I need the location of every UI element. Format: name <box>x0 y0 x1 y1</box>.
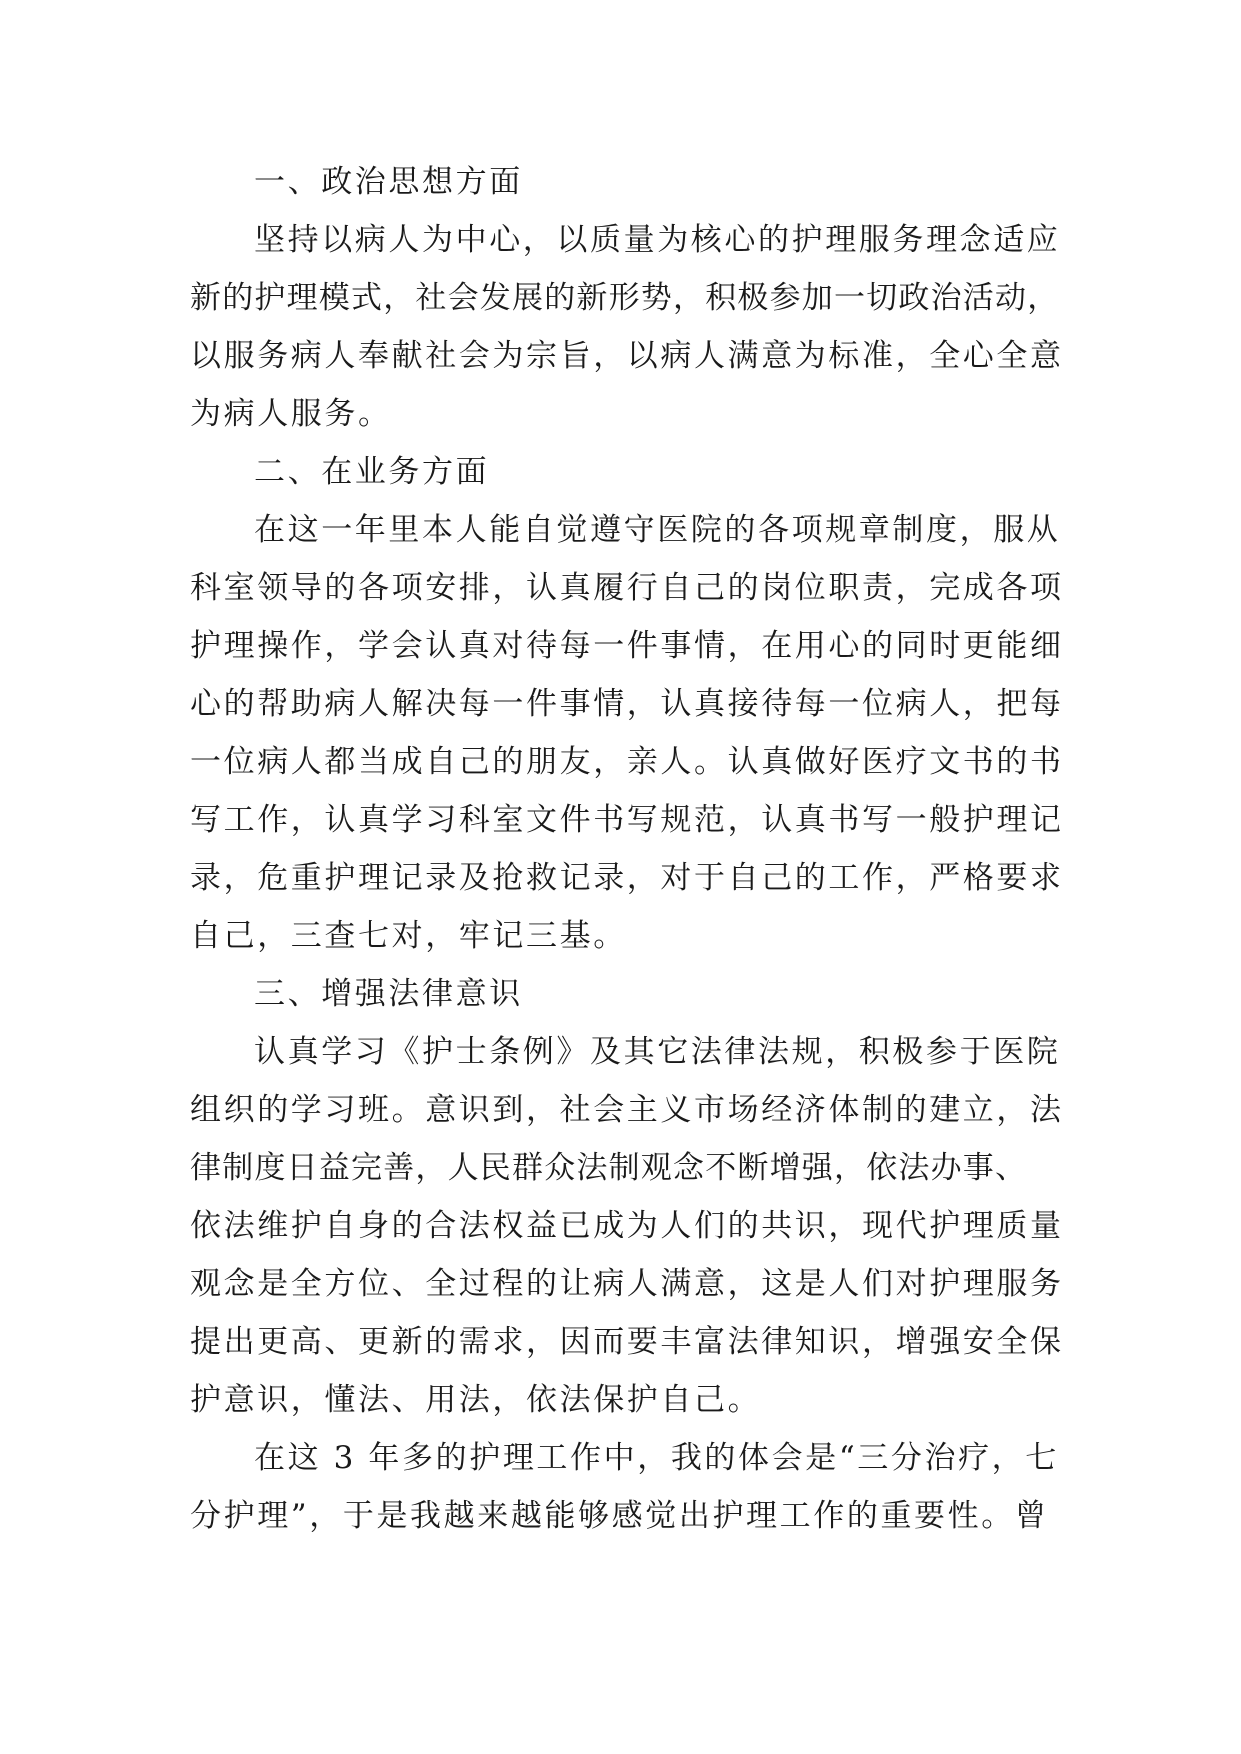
paragraph-line: 认真学习《护士条例》及其它法律法规，积极参于医院 <box>254 1034 1061 1070</box>
document-body <box>190 153 1064 1545</box>
paragraph-line: 组织的学习班。意识到，社会主义市场经济体制的建立，法 <box>190 1092 1064 1128</box>
paragraph-line: 护理操作，学会认真对待每一件事情，在用心的同时更能细 <box>190 628 1064 664</box>
section-heading-political: 一、政治思想方面 <box>254 164 523 200</box>
paragraph-line: 提出更高、更新的需求，因而要丰富法律知识，增强安全保 <box>190 1324 1064 1360</box>
paragraph-line: 心的帮助病人解决每一件事情，认真接待每一位病人，把每 <box>190 686 1064 722</box>
paragraph-line: 护意识，懂法、用法，依法保护自己。 <box>190 1382 762 1418</box>
paragraph-line: 律制度日益完善，人民群众法制观念不断增强，依法办事、 <box>190 1150 1028 1186</box>
paragraph-line: 在这一年里本人能自觉遵守医院的各项规章制度，服从 <box>254 512 1061 548</box>
paragraph-line: 科室领导的各项安排，认真履行自己的岗位职责，完成各项 <box>190 570 1064 606</box>
paragraph-line: 坚持以病人为中心，以质量为核心的护理服务理念适应 <box>254 222 1061 258</box>
paragraph-line: 观念是全方位、全过程的让病人满意，这是人们对护理服务 <box>190 1266 1064 1302</box>
paragraph-line: 录，危重护理记录及抢救记录，对于自己的工作，严格要求 <box>190 860 1064 896</box>
paragraph-line: 在这 3 年多的护理工作中，我的体会是“三分治疗，七 <box>254 1440 1059 1476</box>
paragraph-line: 为病人服务。 <box>190 396 392 432</box>
paragraph-line: 分护理”，于是我越来越能够感觉出护理工作的重要性。曾 <box>190 1498 1049 1534</box>
paragraph-line: 新的护理模式，社会发展的新形势，积极参加一切政治活动， <box>190 280 1060 316</box>
paragraph-line: 一位病人都当成自己的朋友，亲人。认真做好医疗文书的书 <box>190 744 1064 780</box>
section-heading-business: 二、在业务方面 <box>254 454 490 490</box>
paragraph-line: 以服务病人奉献社会为宗旨，以病人满意为标准，全心全意 <box>190 338 1064 374</box>
section-heading-legal: 三、增强法律意识 <box>254 976 523 1012</box>
paragraph-line: 自己，三查七对，牢记三基。 <box>190 918 627 954</box>
paragraph-line: 依法维护自身的合法权益已成为人们的共识，现代护理质量 <box>190 1208 1064 1244</box>
paragraph-line: 写工作，认真学习科室文件书写规范，认真书写一般护理记 <box>190 802 1064 838</box>
